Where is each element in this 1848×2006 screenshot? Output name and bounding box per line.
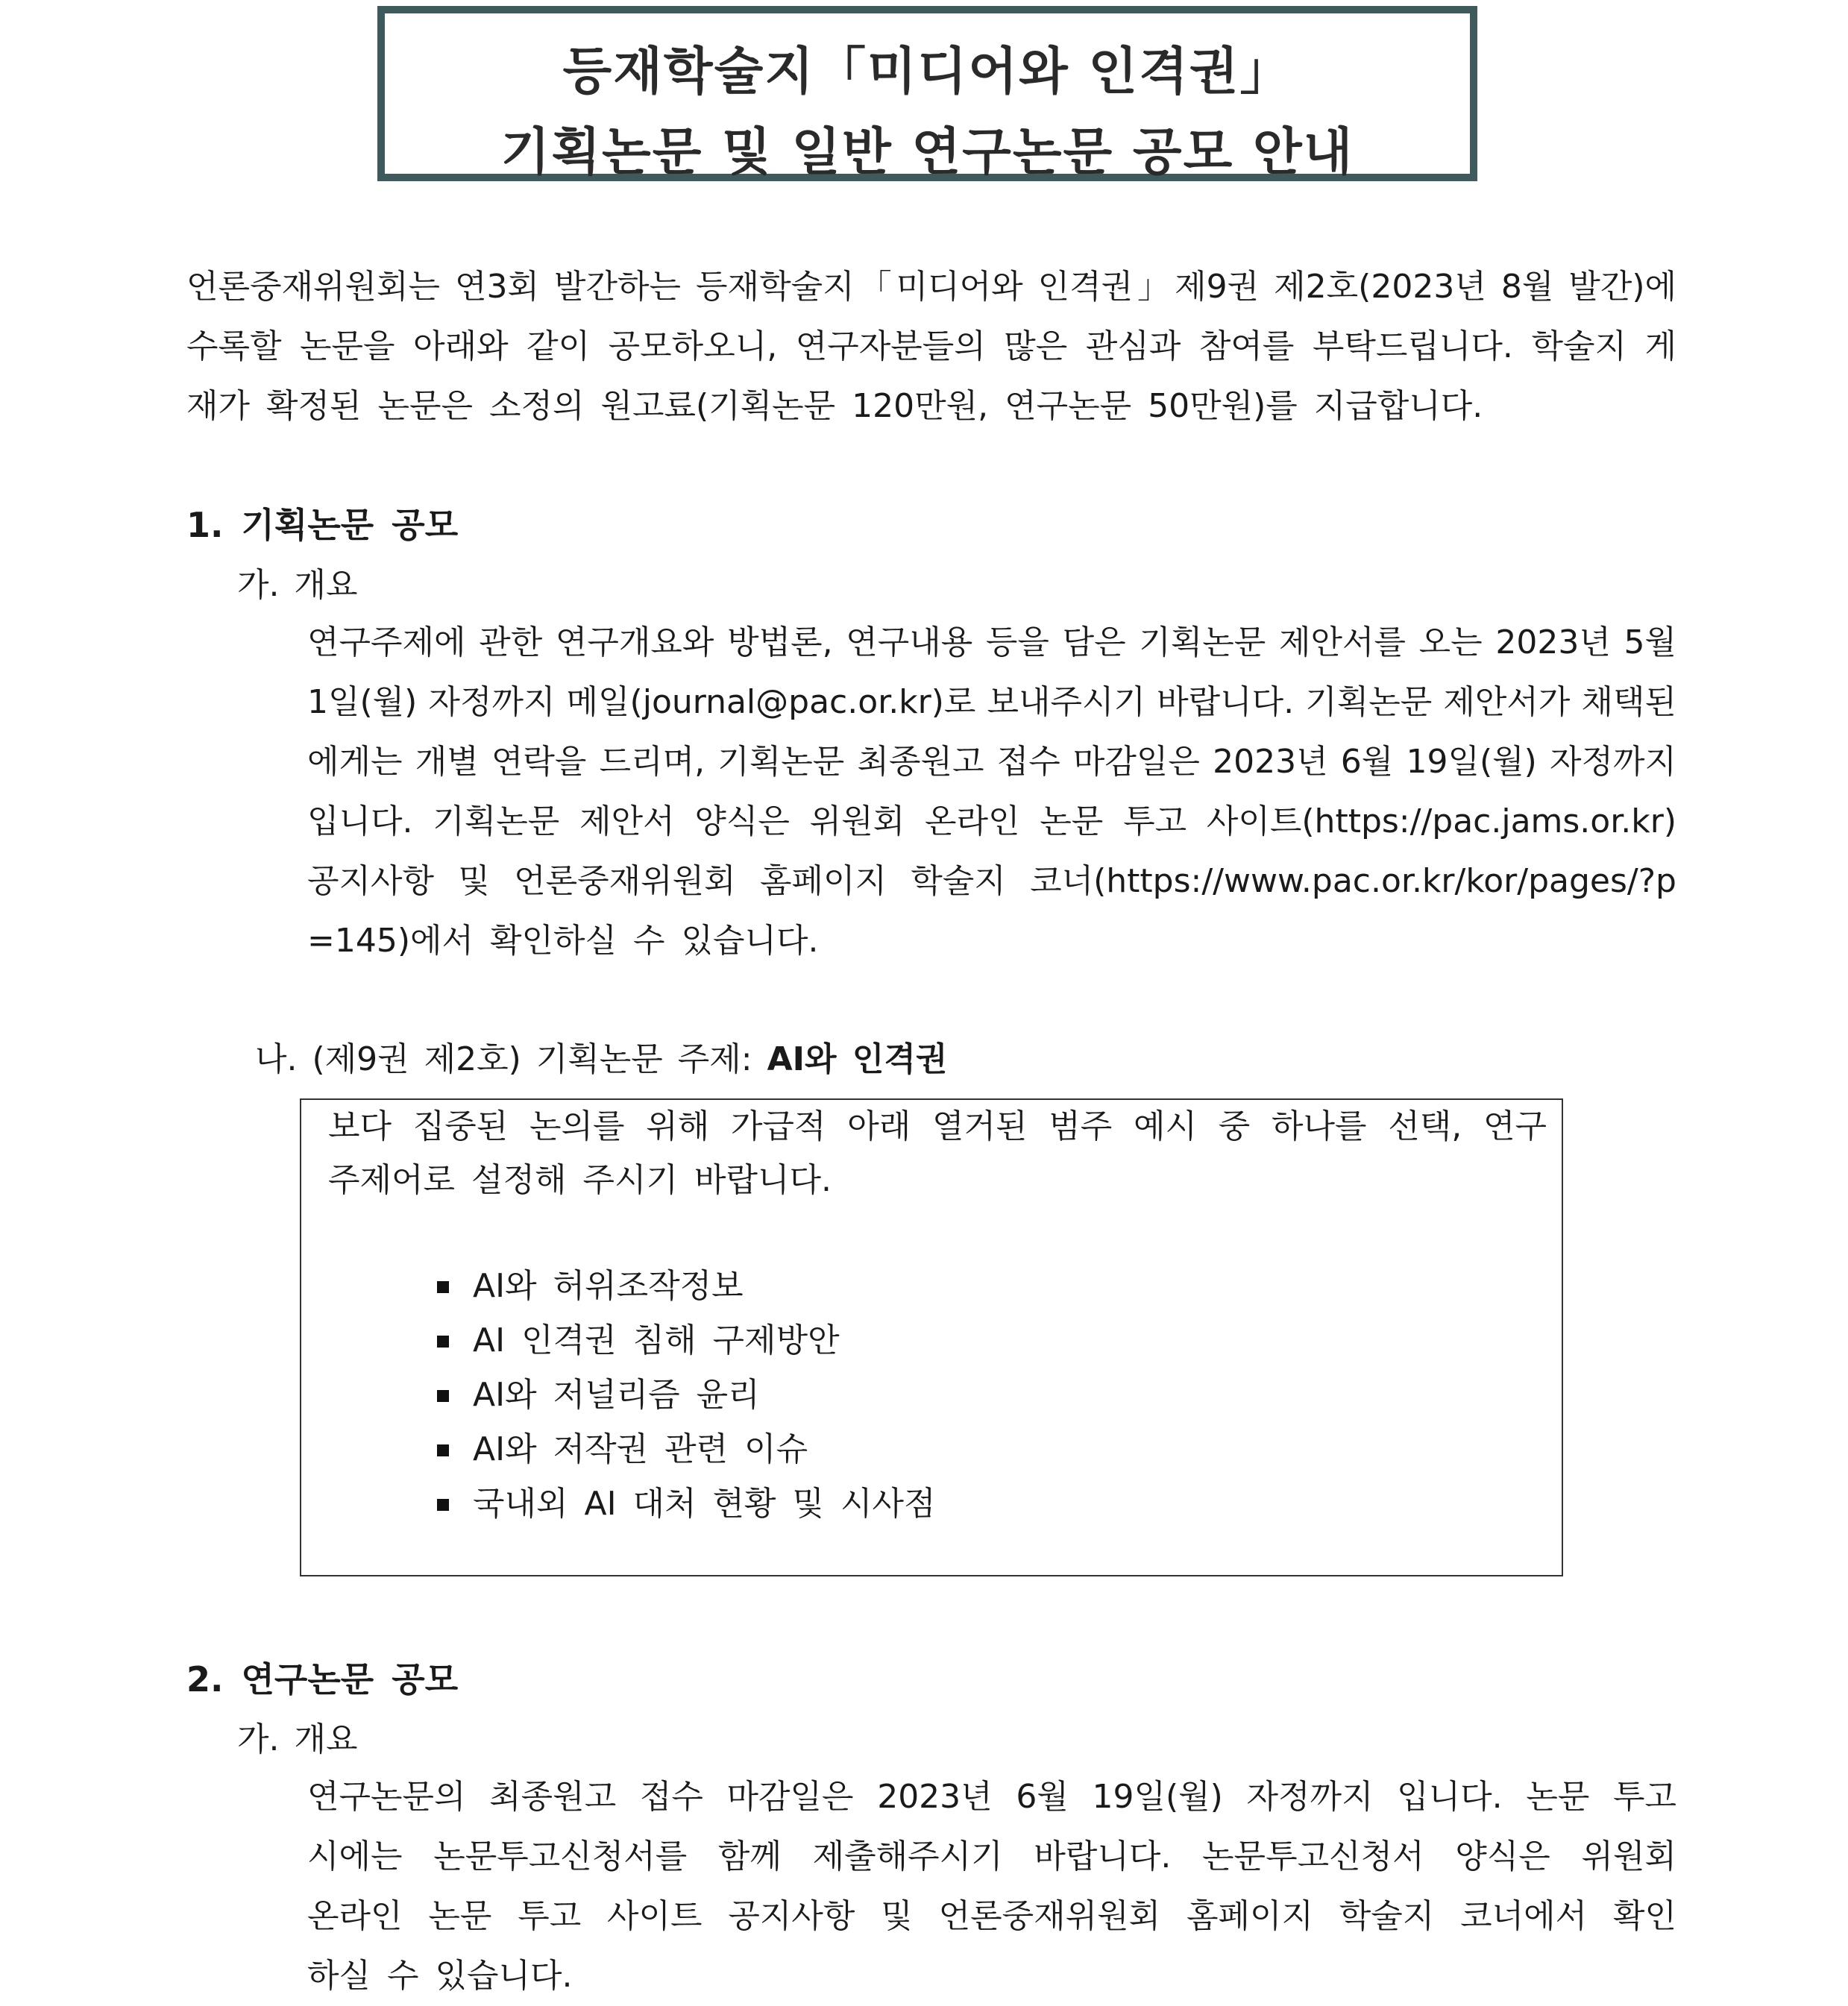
title-line-1: 등재학술지「미디어와 인격권」 bbox=[562, 43, 1292, 101]
section1-body bbox=[307, 613, 1676, 971]
section1-sub-a: 가. 개요 bbox=[237, 566, 358, 604]
intro-line: 수록할 논문을 아래와 같이 공모하오니, 연구자분들의 많은 관심과 참여를 부탁드립니다. 학술지 게 bbox=[186, 327, 1676, 365]
section1-sub-b-prefix: 나. (제9권 제2호) 기획논문 주제: bbox=[255, 1040, 767, 1078]
section1-body-line: 에게는 개별 연락을 드리며, 기획논문 최종원고 접수 마감일은 2023년 6월 19일(월) 자정까지 bbox=[307, 743, 1676, 781]
title-box bbox=[377, 6, 1477, 181]
square-bullet-icon bbox=[437, 1444, 449, 1456]
intro-paragraph bbox=[186, 257, 1676, 436]
section1-heading: 1. 기획논문 공모 bbox=[186, 505, 459, 545]
topic-box-intro-line: 보다 집중된 논의를 위해 가급적 아래 열거된 범주 예시 중 하나를 선택, 연구 bbox=[328, 1107, 1547, 1145]
square-bullet-icon bbox=[437, 1336, 449, 1348]
topic-box-intro-line: 주제어로 설정해 주시기 바랍니다. bbox=[328, 1161, 832, 1199]
square-bullet-icon bbox=[437, 1499, 449, 1511]
section2-body bbox=[307, 1767, 1676, 2006]
section2-body-line: 하실 수 있습니다. bbox=[307, 1957, 573, 1995]
section2-heading: 2. 연구논문 공모 bbox=[186, 1659, 459, 1700]
section1-body-line: 1일(월) 자정까지 메일(journal@pac.or.kr)로 보내주시기 바랍니다. 기획논문 제안서가 채택된 bbox=[307, 683, 1676, 721]
square-bullet-icon bbox=[437, 1281, 449, 1293]
section2-body-line: 온라인 논문 투고 사이트 공지사항 및 언론중재위원회 홈페이지 학술지 코너에서 확인 bbox=[307, 1897, 1676, 1935]
section2-body-line: 시에는 논문투고신청서를 함께 제출해주시기 바랍니다. 논문투고신청서 양식은 위원회 bbox=[307, 1837, 1676, 1875]
intro-line: 언론중재위원회는 연3회 발간하는 등재학술지「미디어와 인격권」제9권 제2호(2023년 8월 발간)에 bbox=[186, 268, 1676, 306]
section2-sub-a: 가. 개요 bbox=[237, 1720, 358, 1758]
title-line-2: 기획논문 및 일반 연구논문 공모 안내 bbox=[500, 123, 1354, 182]
intro-line: 재가 확정된 논문은 소정의 원고료(기획논문 120만원, 연구논문 50만원)를 지급합니다. bbox=[186, 387, 1483, 425]
topic-box: 보다 집중된 논의를 위해 가급적 아래 열거된 범주 예시 중 하나를 선택, 연구 주제어로 설정해 주시기 바랍니다. AI와 허위조작정보 AI 인격권 침해 구제방안 AI와 저널리즘 윤리 AI와 저작권 관련 이슈 국내외 AI 대처 현황 및 시사점 bbox=[300, 1098, 1563, 1576]
section1-body-line: 연구주제에 관한 연구개요와 방법론, 연구내용 등을 담은 기획논문 제안서를 오는 2023년 5월 bbox=[307, 623, 1676, 661]
section1-sub-b bbox=[255, 1032, 947, 1080]
square-bullet-icon bbox=[437, 1390, 449, 1402]
section1-body-line: 입니다. 기획논문 제안서 양식은 위원회 온라인 논문 투고 사이트(https://pac.jams.or.kr) bbox=[307, 802, 1676, 840]
topic-box-intro bbox=[328, 1100, 1547, 1207]
section1-body-line: 공지사항 및 언론중재위원회 홈페이지 학술지 코너(https://www.pac.or.kr/kor/pages/?p bbox=[307, 862, 1676, 900]
section2-body-line: 연구논문의 최종원고 접수 마감일은 2023년 6월 19일(월) 자정까지 입니다. 논문 투고 bbox=[307, 1778, 1676, 1816]
section1-body-line: =145)에서 확인하실 수 있습니다. bbox=[307, 922, 819, 960]
section1-sub-b-topic: AI와 인격권 bbox=[767, 1040, 948, 1078]
